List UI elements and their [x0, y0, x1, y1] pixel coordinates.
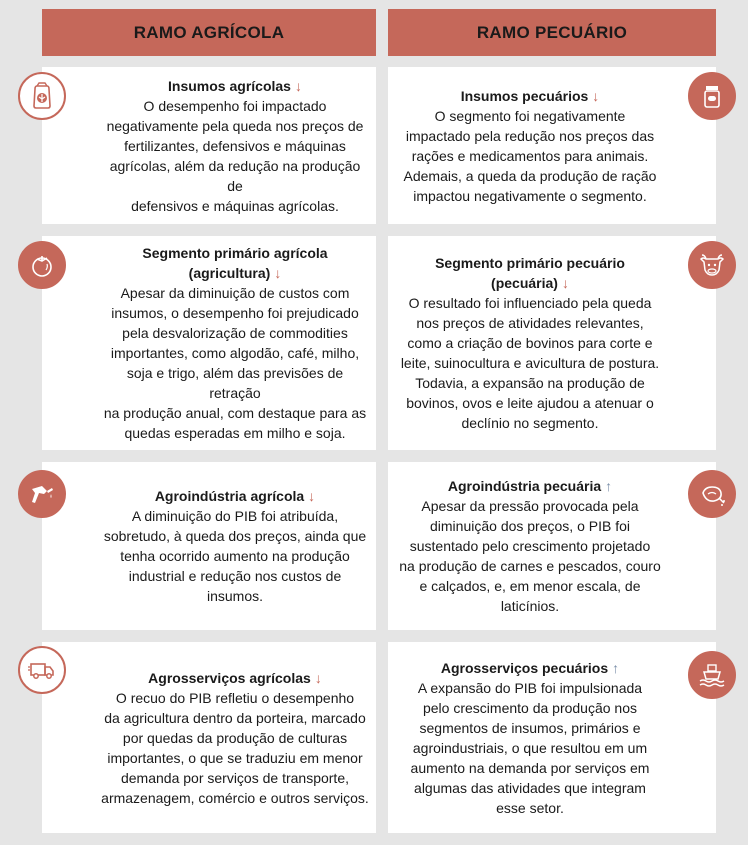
fuel-nozzle-icon	[18, 470, 66, 518]
arrow-down-icon: ↓	[294, 77, 302, 94]
card-title-line-2: (pecuária) ↓	[491, 275, 569, 291]
arrow-down-icon: ↓	[308, 488, 316, 504]
tomato-icon	[18, 241, 66, 289]
card-title: Insumos agrícolas ↓	[168, 77, 302, 94]
card-title: Insumos pecuários ↓	[460, 87, 600, 104]
card-agroindustria-pecuaria: Agroindústria pecuária ↑ Apesar da pressão provocada pela diminuição dos preços, o PIB foi sustentado pelo crescimento projetado na produção de carnes e pescados, couro e calçados, e, em menor escala, de laticínios.	[388, 462, 716, 630]
arrow-down-icon: ↓	[561, 275, 569, 291]
card-agrosservicos-agricolas: Agrosserviços agrícolas ↓ O recuo do PIB refletiu o desempenho da agricultura dentro da porteira, marcado por quedas da produção de culturas importantes, o que se traduziu em menor demanda por serviços de transporte, armazenagem, comércio e outros serviços.	[42, 642, 376, 833]
meat-icon	[688, 470, 736, 518]
arrow-down-icon: ↓	[592, 87, 600, 104]
cow-head-icon	[688, 241, 736, 289]
card-title-line-2: (agricultura) ↓	[188, 265, 282, 281]
arrow-up-icon: ↑	[612, 659, 620, 676]
card-title: Agrosserviços pecuários ↑	[440, 659, 620, 676]
arrow-down-icon: ↓	[314, 669, 322, 686]
ship-icon	[688, 651, 736, 699]
arrow-up-icon: ↑	[605, 478, 613, 494]
card-title: Agrosserviços agrícolas ↓	[148, 669, 322, 686]
card-segmento-primario-agricola: Segmento primário agrícola (agricultura) ↓ Apesar da diminuição de custos com insumos, o desempenho foi prejudicado pela desvalorização de commodities importantes, como algodão, café, milho, soja e trigo, além das previsões de retração na produção anual, com destaque para as quedas esperadas em milho e soja.	[42, 236, 376, 450]
header-ramo-pecuario-label: RAMO PECUÁRIO	[476, 22, 628, 42]
card-insumos-pecuarios: Insumos pecuários ↓ O segmento foi negativamente impactado pela redução nos preços das rações e medicamentos para animais. Ademais, a queda da produção de ração impactou negativamente o segmento.	[388, 67, 716, 224]
card-agroindustria-agricola: Agroindústria agrícola ↓ A diminuição do PIB foi atribuída, sobretudo, à queda dos preços, ainda que tenha ocorrido aumento na produção industrial e redução nos custos de insumos.	[42, 462, 376, 630]
card-insumos-agricolas: Insumos agrícolas ↓ O desempenho foi impactado negativamente pela queda nos preços de fertilizantes, defensivos e máquinas agrícolas, além da redução na produção de defensivos e máquinas agrícolas.	[42, 67, 376, 224]
fertilizer-bag-icon	[18, 72, 66, 120]
arrow-down-icon: ↓	[274, 265, 282, 281]
header-ramo-agricola-label: RAMO AGRÍCOLA	[133, 22, 285, 42]
card-title: Agroindústria pecuária ↑	[447, 478, 613, 494]
card-title: Segmento primário pecuário	[435, 255, 625, 271]
card-title: Agroindústria agrícola ↓	[154, 488, 316, 504]
header-ramo-agricola	[42, 9, 376, 56]
delivery-truck-icon	[18, 646, 66, 694]
card-segmento-primario-pecuario: Segmento primário pecuário (pecuária) ↓ O resultado foi influenciado pela queda nos preços de atividades relevantes, como a criação de bovinos para corte e leite, suinocultura e avicultura de postura. Todavia, a expansão na produção de bovinos, ovos e leite ajudou a atenuar o declínio no segmento.	[388, 236, 716, 450]
card-title: Segmento primário agrícola	[142, 245, 328, 261]
header-ramo-pecuario	[388, 9, 716, 56]
card-agrosservicos-pecuarios: Agrosserviços pecuários ↑ A expansão do PIB foi impulsionada pelo crescimento da produção nos segmentos de insumos, primários e agroindustriais, o que resultou em um aumento na demanda por serviços em algumas das atividades que integram esse setor.	[388, 642, 716, 833]
medicine-bottle-icon	[688, 72, 736, 120]
